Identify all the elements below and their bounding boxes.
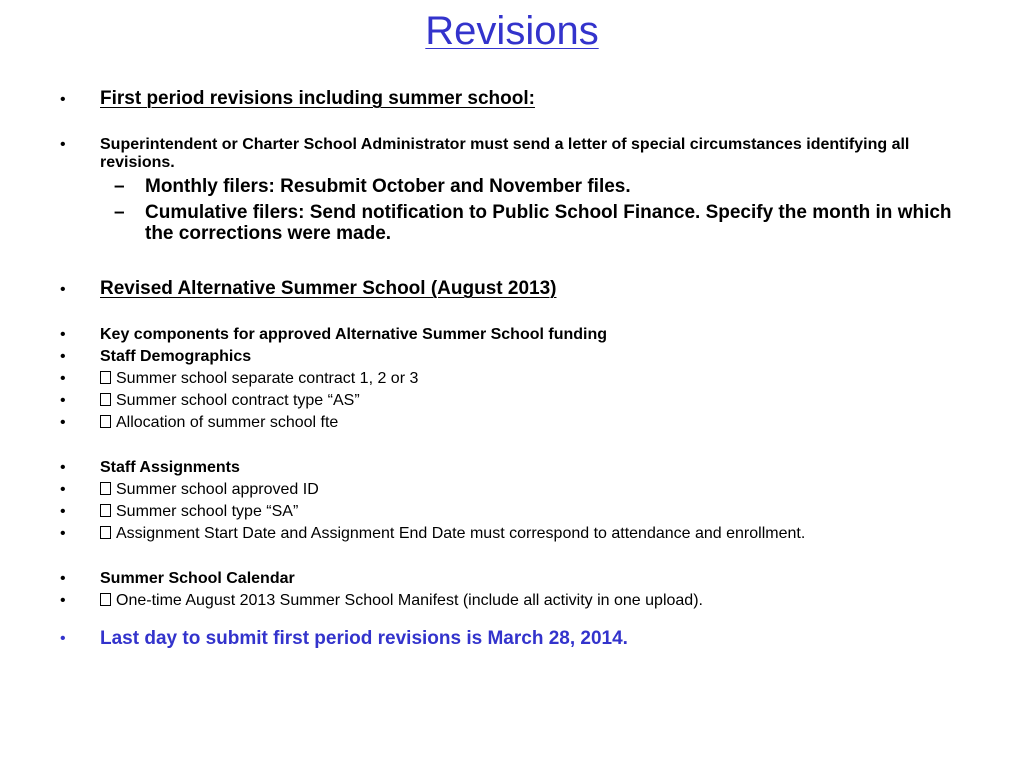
staff-assignments-label: Staff Assignments bbox=[100, 459, 240, 476]
list-item-text: Summer school contract type “AS” bbox=[116, 392, 360, 409]
list-item-text: Allocation of summer school fte bbox=[116, 414, 339, 431]
bullet: • bbox=[60, 503, 66, 520]
bullet: • bbox=[60, 459, 66, 476]
dash: – bbox=[114, 176, 125, 197]
checkbox-glyph-icon bbox=[100, 482, 111, 495]
key-components-text: Key components for approved Alternative Summer School funding bbox=[100, 326, 608, 343]
first-period-heading: First period revisions including summer school: bbox=[100, 88, 535, 109]
deadline-text: Last day to submit first period revisions is March 28, 2014. bbox=[100, 628, 628, 649]
checkbox-glyph-icon bbox=[100, 504, 111, 517]
list-item-text: Summer school type “SA” bbox=[116, 503, 299, 520]
bullet: • bbox=[60, 281, 66, 298]
list-item-text: Summer school separate contract 1, 2 or 3 bbox=[116, 370, 419, 387]
list-item-text: Summer school approved ID bbox=[116, 481, 319, 498]
letter-text: Superintendent or Charter School Administrator must send a letter of special circumstances identifying all revisions. bbox=[100, 136, 910, 171]
revised-alternative-heading: Revised Alternative Summer School (August 2013) bbox=[100, 278, 557, 299]
staff-demographics-label: Staff Demographics bbox=[100, 348, 252, 365]
monthly-filers-text: Monthly filers: Resubmit October and November files. bbox=[145, 176, 631, 197]
summer-calendar-label: Summer School Calendar bbox=[100, 570, 295, 587]
page-title: Revisions bbox=[425, 9, 599, 53]
bullet: • bbox=[60, 348, 66, 365]
list-item-text: Assignment Start Date and Assignment End Date must correspond to attendance and enrollment. bbox=[116, 525, 806, 542]
bullet: • bbox=[60, 91, 66, 108]
bullet: • bbox=[60, 392, 66, 409]
checkbox-glyph-icon bbox=[100, 393, 111, 406]
cumulative-filers-text: Cumulative filers: Send notification to Public School Finance. Specify the month in which the corrections were made. bbox=[145, 202, 952, 244]
bullet: • bbox=[60, 326, 66, 343]
bullet: • bbox=[60, 525, 66, 542]
dash: – bbox=[114, 202, 125, 223]
checkbox-glyph-icon bbox=[100, 593, 111, 606]
bullet: • bbox=[60, 592, 66, 609]
bullet: • bbox=[60, 630, 66, 647]
bullet: • bbox=[60, 370, 66, 387]
checkbox-glyph-icon bbox=[100, 415, 111, 428]
bullet: • bbox=[60, 570, 66, 587]
bullet: • bbox=[60, 136, 66, 153]
bullet: • bbox=[60, 414, 66, 431]
checkbox-glyph-icon bbox=[100, 371, 111, 384]
checkbox-glyph-icon bbox=[100, 526, 111, 539]
bullet: • bbox=[60, 481, 66, 498]
list-item-text: One-time August 2013 Summer School Manifest (include all activity in one upload). bbox=[116, 592, 703, 609]
